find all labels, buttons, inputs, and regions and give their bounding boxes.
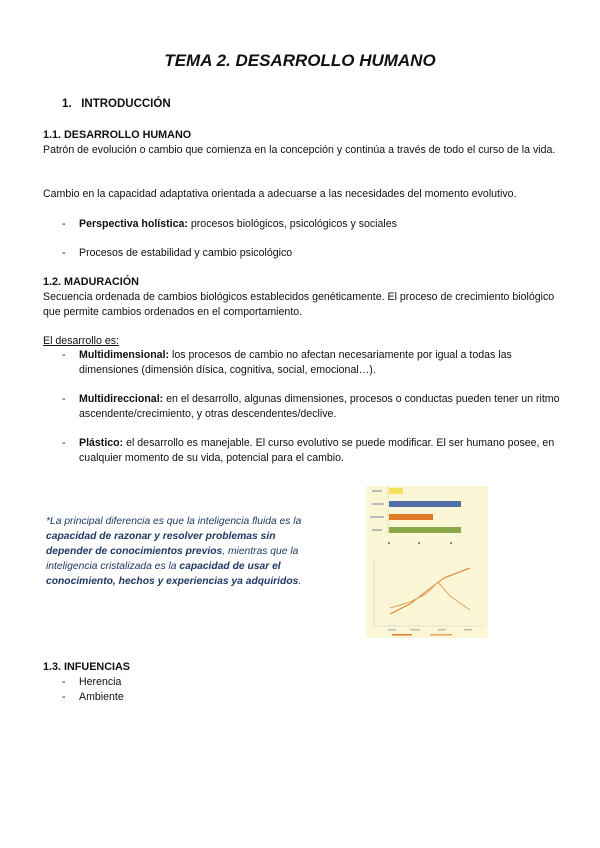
bullet-dash: -	[62, 393, 66, 405]
note-text: *La principal diferencia es que la inteligencia fluida es la	[46, 516, 302, 527]
bullet-dash: -	[62, 218, 66, 230]
term-text: Procesos de estabilidad y cambio psicológico	[79, 247, 293, 259]
list-item	[62, 690, 562, 705]
section-label: INTRODUCCIÓN	[81, 98, 171, 110]
paragraph-desarrollo-definition: Patrón de evolución o cambio que comienza en la concepción y continúa a través de todo el curso de la vida.	[43, 144, 556, 156]
paragraph-capacidad-adaptativa: Cambio en la capacidad adaptativa orientada a adecuarse a las necesidades del momento evolutivo.	[43, 188, 517, 200]
bullet-dash: -	[62, 349, 66, 361]
list-item	[62, 217, 562, 232]
bar-yellow	[389, 488, 403, 494]
heading-maduracion: 1.2. MADURACIÓN	[43, 276, 139, 288]
list-item	[62, 436, 562, 466]
bullet-dash: -	[62, 437, 66, 449]
list-item	[62, 246, 562, 261]
note-bold: capacidad de usar el conocimiento, hechos y experiencias ya adquiridos	[46, 561, 299, 587]
term-text: el desarrollo es manejable. El curso evolutivo se puede modificar. El ser humano posee, en cualquier momento de su vida, potencial para el cambio.	[79, 437, 555, 464]
page-title: TEMA 2. DESARROLLO HUMANO	[164, 51, 436, 70]
term-text: procesos biológicos, psicológicos y sociales	[187, 218, 397, 230]
term-text: en el desarrollo, algunas dimensiones, procesos o conductas pueden tener un ritmo ascendente/crecimiento, y otras descendentes/declive.	[79, 393, 560, 420]
intelligence-figure	[366, 486, 488, 638]
figure-background	[366, 486, 488, 638]
bullet-dash: -	[62, 691, 66, 703]
list-item	[62, 348, 562, 378]
note-bold: capacidad de razonar y resolver problemas sin depender de conocimientos previos	[46, 531, 276, 557]
list-item-text: Herencia	[79, 676, 122, 688]
heading-influencias: 1.3. INFUENCIAS	[43, 661, 130, 673]
bar-blue	[389, 501, 461, 507]
term-text: los procesos de cambio no afectan necesariamente por igual a todas las dimensiones (dimensión dísica, cognitiva, social, emocional…).	[79, 349, 512, 376]
note-inteligencia	[46, 514, 306, 589]
list-item-text: Ambiente	[79, 691, 124, 703]
note-text: .	[298, 576, 302, 587]
term-bold: Plástico:	[79, 437, 124, 449]
term-bold: Perspectiva holística:	[79, 218, 188, 230]
section-introduccion-heading	[62, 97, 171, 112]
section-number: 1.	[62, 98, 72, 110]
bullet-dash: -	[62, 247, 66, 259]
list-item	[62, 392, 562, 422]
term-bold: Multidireccional:	[79, 393, 164, 405]
bullet-dash: -	[62, 676, 66, 688]
heading-desarrollo-humano: 1.1. DESARROLLO HUMANO	[43, 129, 192, 141]
intro-desarrollo-es: El desarrollo es:	[43, 335, 119, 347]
note-text: , mientras que la inteligencia cristalizada es la	[46, 546, 299, 572]
bar-orange	[389, 514, 433, 520]
paragraph-maduracion-definition: Secuencia ordenada de cambios biológicos establecidos genéticamente. El proceso de crecimiento biológico que permite cambios ordenados en el comportamiento.	[43, 291, 555, 318]
term-bold: Multidimensional:	[79, 349, 170, 361]
list-item	[62, 675, 562, 690]
bar-green	[389, 527, 461, 533]
